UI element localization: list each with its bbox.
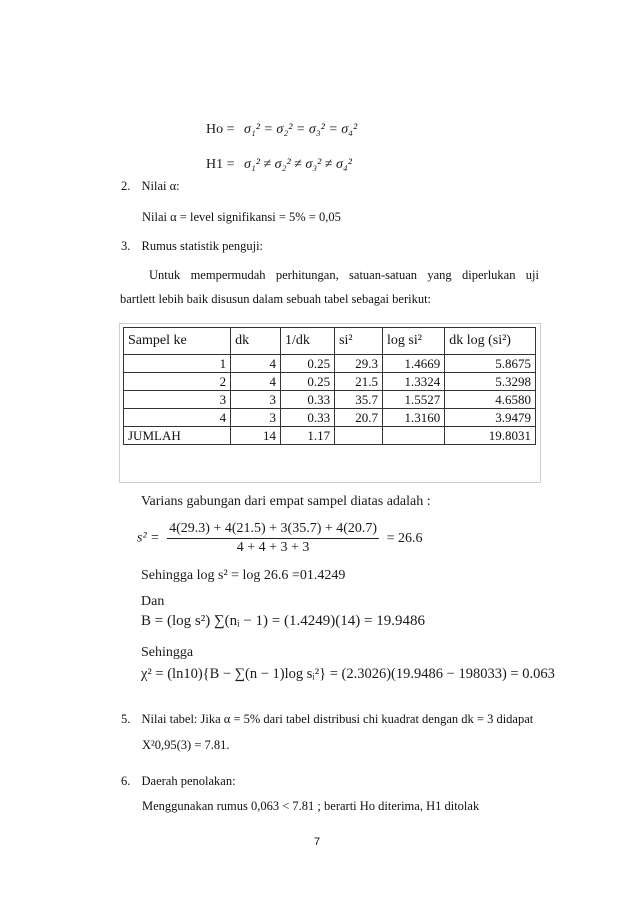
item-5-line-1 <box>121 712 533 727</box>
hypothesis-h0 <box>206 122 357 138</box>
item-3-number: 3. <box>121 239 131 253</box>
dan-label: Dan <box>141 594 165 609</box>
header-dk: dk <box>231 328 281 355</box>
bartlett-table-frame <box>119 323 541 483</box>
cell: 0.25 <box>281 373 335 391</box>
cell: 4.6580 <box>445 391 536 409</box>
hypothesis-h1 <box>206 157 352 173</box>
h1-label: H1 = <box>206 157 235 172</box>
h0-label: Ho = <box>206 122 235 137</box>
cell: 4 <box>231 355 281 373</box>
s2-numerator: 4(29.3) + 4(21.5) + 3(35.7) + 4(20.7) <box>167 521 379 539</box>
table-total-row <box>124 427 536 445</box>
page-number: 7 <box>314 836 321 848</box>
table-row <box>124 391 536 409</box>
header-si2: si² <box>335 328 383 355</box>
total-label: JUMLAH <box>124 427 231 445</box>
cell: 0.33 <box>281 391 335 409</box>
header-dk-log-si2: dk log (si²) <box>445 328 536 355</box>
cell: 1.4669 <box>383 355 445 373</box>
cell: 21.5 <box>335 373 383 391</box>
cell: 0.25 <box>281 355 335 373</box>
table-header-row <box>124 328 536 355</box>
calc-intro: Varians gabungan dari empat sampel diatas adalah : <box>141 494 431 509</box>
s2-equation <box>137 521 422 556</box>
item-6-heading <box>121 774 236 789</box>
cell: 29.3 <box>335 355 383 373</box>
s2-fraction <box>167 521 379 556</box>
table-row <box>124 409 536 427</box>
header-log-si2: log si² <box>383 328 445 355</box>
b-equation: B = (log s²) ∑(nᵢ − 1) = (1.4249)(14) = 19.9486 <box>141 613 425 629</box>
cell: 4 <box>124 409 231 427</box>
cell: 5.8675 <box>445 355 536 373</box>
item-2-heading <box>121 179 180 194</box>
cell: 1.3160 <box>383 409 445 427</box>
item-6-title: Daerah penolakan: <box>141 774 236 788</box>
cell: 3 <box>124 391 231 409</box>
total-si2 <box>335 427 383 445</box>
item-3-title: Rumus statistik penguji: <box>141 239 264 253</box>
total-dk: 14 <box>231 427 281 445</box>
table-row <box>124 373 536 391</box>
item-2-body: Nilai α = level signifikansi = 5% = 0,05 <box>142 210 341 224</box>
h0-expression: σ₁² = σ₂² = σ₃² = σ₄² <box>244 122 358 137</box>
cell: 3.9479 <box>445 409 536 427</box>
bartlett-table <box>123 327 536 445</box>
cell: 1.3324 <box>383 373 445 391</box>
cell: 5.3298 <box>445 373 536 391</box>
item-5-line-2: X²0,95(3) = 7.81. <box>142 738 230 752</box>
cell: 4 <box>231 373 281 391</box>
cell: 2 <box>124 373 231 391</box>
h1-expression: σ₁² ≠ σ₂² ≠ σ₃² ≠ σ₄² <box>244 157 352 172</box>
s2-lhs: s² = <box>137 530 160 546</box>
cell: 20.7 <box>335 409 383 427</box>
s2-result: = 26.6 <box>386 530 423 546</box>
s2-denominator: 4 + 4 + 3 + 3 <box>236 540 310 555</box>
table-row <box>124 355 536 373</box>
cell: 3 <box>231 409 281 427</box>
cell: 3 <box>231 391 281 409</box>
total-dk-log-si2: 19.8031 <box>445 427 536 445</box>
item-5-number: 5. <box>121 712 131 726</box>
item-3-paragraph-line-1: Untuk mempermudah perhitungan, satuan-satuan yang diperlukan uji <box>149 268 539 282</box>
total-1-dk: 1.17 <box>281 427 335 445</box>
sehingga-label: Sehingga <box>141 645 194 660</box>
item-6-number: 6. <box>121 774 131 788</box>
item-2-number: 2. <box>121 179 131 193</box>
cell: 1.5527 <box>383 391 445 409</box>
item-6-body: Menggunakan rumus 0,063 < 7.81 ; berarti Ho diterima, H1 ditolak <box>142 799 480 813</box>
cell: 35.7 <box>335 391 383 409</box>
chi-square-equation: χ² = (ln10){B − ∑(n − 1)log sᵢ²} = (2.3026)(19.9486 − 198033) = 0.063 <box>141 666 555 682</box>
header-1-dk: 1/dk <box>281 328 335 355</box>
item-2-title: Nilai α: <box>141 179 180 193</box>
item-3-paragraph-line-2: bartlett lebih baik disusun dalam sebuah tabel sebagai berikut: <box>120 292 432 306</box>
header-sampel-ke: Sampel ke <box>124 328 231 355</box>
cell: 1 <box>124 355 231 373</box>
item-5-text: Nilai tabel: Jika α = 5% dari tabel distribusi chi kuadrat dengan dk = 3 didapat <box>141 712 534 726</box>
item-3-heading <box>121 239 263 254</box>
log-s2-line: Sehingga log s² = log 26.6 =01.4249 <box>141 568 346 583</box>
cell: 0.33 <box>281 409 335 427</box>
total-log-si2 <box>383 427 445 445</box>
